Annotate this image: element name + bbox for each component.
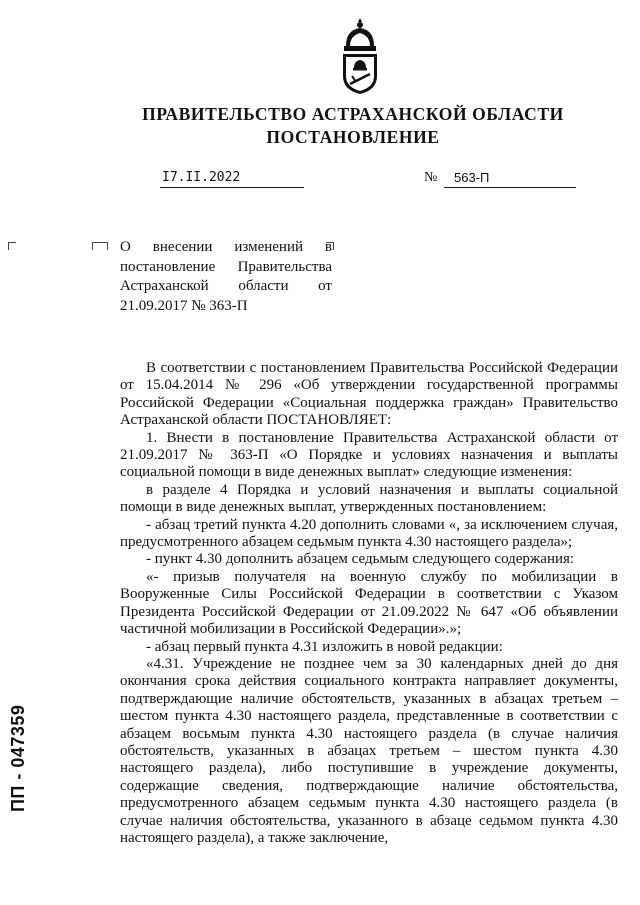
- body-paragraph: - абзац первый пункта 4.31 изложить в новой редакции:: [146, 638, 503, 655]
- astrakhan-coat-of-arms-icon: [338, 16, 382, 96]
- corner-mark: [92, 242, 100, 250]
- serial-stamp: ПП - 047359: [8, 704, 28, 812]
- body-paragraph: в разделе 4 Порядка и условий назначения и выплаты социальной помощи в виде денежных выплат, утвержденных постановлением:: [120, 481, 618, 516]
- number-label: №: [424, 170, 438, 185]
- body-paragraph: - абзац третий пункта 4.20 дополнить словами «, за исключением случая, предусмотренного абзацем седьмым пункта 4.30 настоящего раздела»;: [120, 516, 618, 551]
- body-paragraph: - пункт 4.30 дополнить абзацем седьмым следующего содержания:: [146, 551, 575, 568]
- document-body: [120, 360, 618, 847]
- body-paragraph: В соответствии с постановлением Правительства Российской Федерации от 15.04.2014 № 296 «Об утверждении государственной программы Российской Федерации «Социальная поддержка граждан» Правительство Астраханской области ПОСТАНОВЛЯЕТ:: [120, 360, 618, 429]
- body-paragraph: «4.31. Учреждение не позднее чем за 30 календарных дней до дня окончания срока действия социального контракта направляет документы, подтверждающие наличие обстоятельств, указанных в абзацах третьем – шестом пункта 4.30 настоящего раздела, представленные в соответствии с абзацем восьмым пункта 4.30 настоящего раздела (в случае наличия обстоятельств, указанных в абзацах третьем – шестом пункта 4.30 настоящего раздела), либо поступившие в учреждение документы, содержащие сведения, подтверждающие наличие обстоятельства, предусмотренного абзацем седьмым пункта 4.30 настоящего раздела (в случае наличия обстоятельства, указанного в абзаце седьмом пункта 4.30 настоящего раздела), а также заключение,: [120, 655, 618, 846]
- document-number: 563-П: [444, 170, 576, 188]
- corner-mark: [100, 242, 108, 250]
- document-type: ПОСТАНОВЛЕНИЕ: [266, 127, 440, 147]
- government-title: ПРАВИТЕЛЬСТВО АСТРАХАНСКОЙ ОБЛАСТИ: [142, 104, 564, 124]
- corner-mark: [8, 242, 16, 250]
- document-subject: О внесении изменений в постановление Правительства Астраханской области от 21.09.2017 № 363-П: [120, 239, 332, 314]
- body-paragraph: 1. Внести в постановление Правительства Астраханской области от 21.09.2017 № 363-П «О Порядке и условиях назначения и выплаты социальной помощи в виде денежных выплат» следующие изменения:: [120, 429, 618, 481]
- document-date: I7.II.2022: [160, 170, 304, 188]
- body-paragraph: «- призыв получателя на военную службу по мобилизации в Вооруженные Силы Российской Федерации в соответствии с Указом Президента Российской Федерации от 21.09.2022 № 647 «Об объявлении частичной мобилизации в Российской Федерации».»;: [120, 568, 618, 638]
